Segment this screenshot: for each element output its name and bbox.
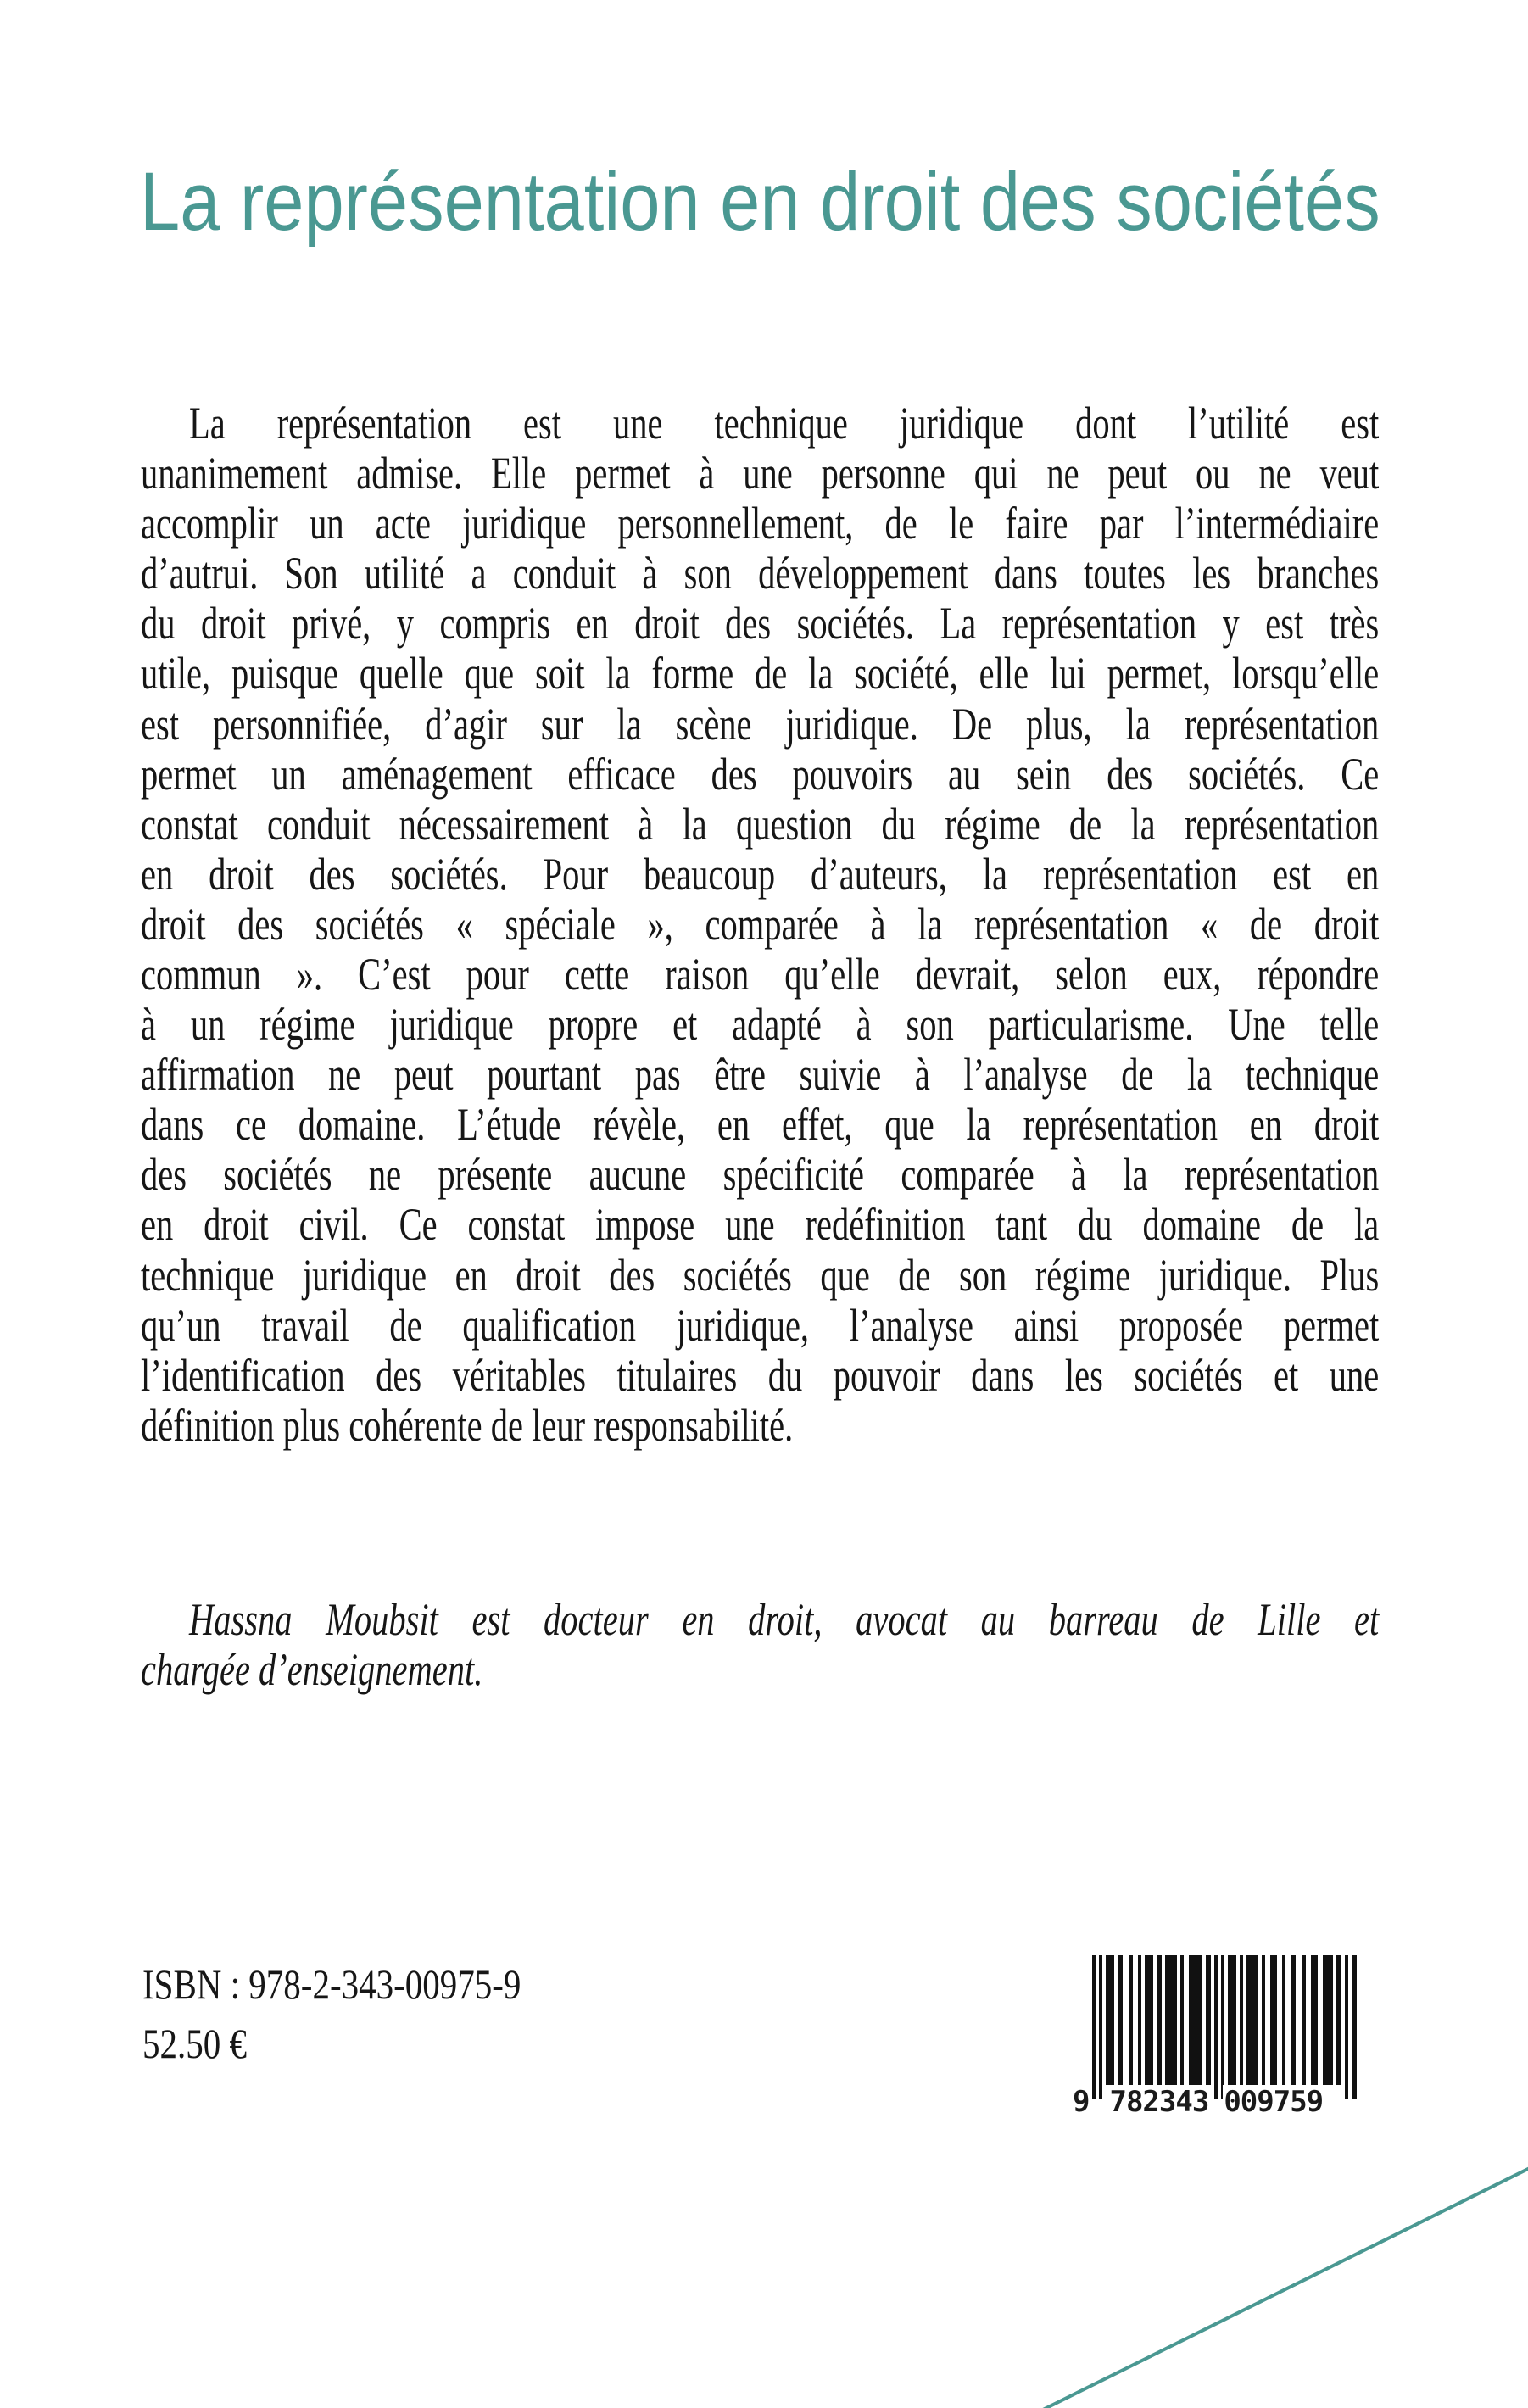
summary-line: en droit civil. Ce constat impose une redéfinition tant du domaine de la — [141, 1199, 1380, 1250]
summary-line: définition plus cohérente de leur responsabilité. — [141, 1400, 794, 1451]
isbn-number: ISBN : 978-2-343-00975-9 — [142, 1960, 521, 2008]
summary-line: est personnifiée, d’agir sur la scène juridique. De plus, la représentation — [141, 699, 1380, 750]
summary-line: permet un aménagement efficace des pouvoirs au sein des sociétés. Ce — [141, 749, 1380, 800]
price: 52.50 € — [142, 2020, 247, 2067]
summary-line: technique juridique en droit des sociétés que de son régime juridique. Plus — [141, 1250, 1380, 1301]
barcode-number — [1072, 2085, 1324, 2119]
isbn-price-block — [142, 1954, 521, 2073]
summary-line: constat conduit nécessairement à la question du régime de la représentation — [141, 799, 1380, 850]
summary-line: à un régime juridique propre et adapté à son particularisme. Une telle — [141, 999, 1380, 1050]
summary-line: droit des sociétés « spéciale », comparée à la représentation « de droit — [141, 899, 1380, 950]
summary-line: La représentation est une technique juridique dont l’utilité est — [189, 398, 1380, 449]
book-title: La représentation en droit des sociétés — [140, 155, 1380, 248]
summary-line: qu’un travail de qualification juridique, l’analyse ainsi proposée permet — [141, 1300, 1380, 1351]
summary-line: l’identification des véritables titulaires du pouvoir dans les sociétés et une — [141, 1350, 1380, 1401]
barcode-digit-prefix: 9 — [1073, 2085, 1090, 2119]
barcode-digits-right: 009759 — [1224, 2085, 1324, 2119]
summary-line: en droit des sociétés. Pour beaucoup d’auteurs, la représentation est en — [141, 849, 1380, 900]
summary-line: accomplir un acte juridique personnellement, de le faire par l’intermédiaire — [141, 498, 1380, 549]
summary-line: commun ». C’est pour cette raison qu’elle devrait, selon eux, répondre — [141, 949, 1380, 1000]
summary-line: d’autrui. Son utilité a conduit à son développement dans toutes les branches — [141, 548, 1380, 599]
summary-line: des sociétés ne présente aucune spécificité comparée à la représentation — [141, 1149, 1380, 1200]
summary-line: utile, puisque quelle que soit la forme de la société, elle lui permet, lorsqu’elle — [141, 648, 1380, 699]
summary-line: unanimement admise. Elle permet à une personne qui ne peut ou ne veut — [141, 448, 1380, 499]
summary-line: dans ce domaine. L’étude révèle, en effet, que la représentation en droit — [141, 1099, 1380, 1150]
barcode-digits-left: 782343 — [1109, 2085, 1209, 2119]
author-bio-line: chargée d’enseignement. — [141, 1644, 483, 1695]
summary-line: du droit privé, y compris en droit des sociétés. La représentation y est très — [141, 598, 1380, 649]
summary-line: affirmation ne peut pourtant pas être suivie à l’analyse de la technique — [141, 1049, 1380, 1100]
author-bio-line: Hassna Moubsit est docteur en droit, avocat au barreau de Lille et — [189, 1594, 1380, 1645]
